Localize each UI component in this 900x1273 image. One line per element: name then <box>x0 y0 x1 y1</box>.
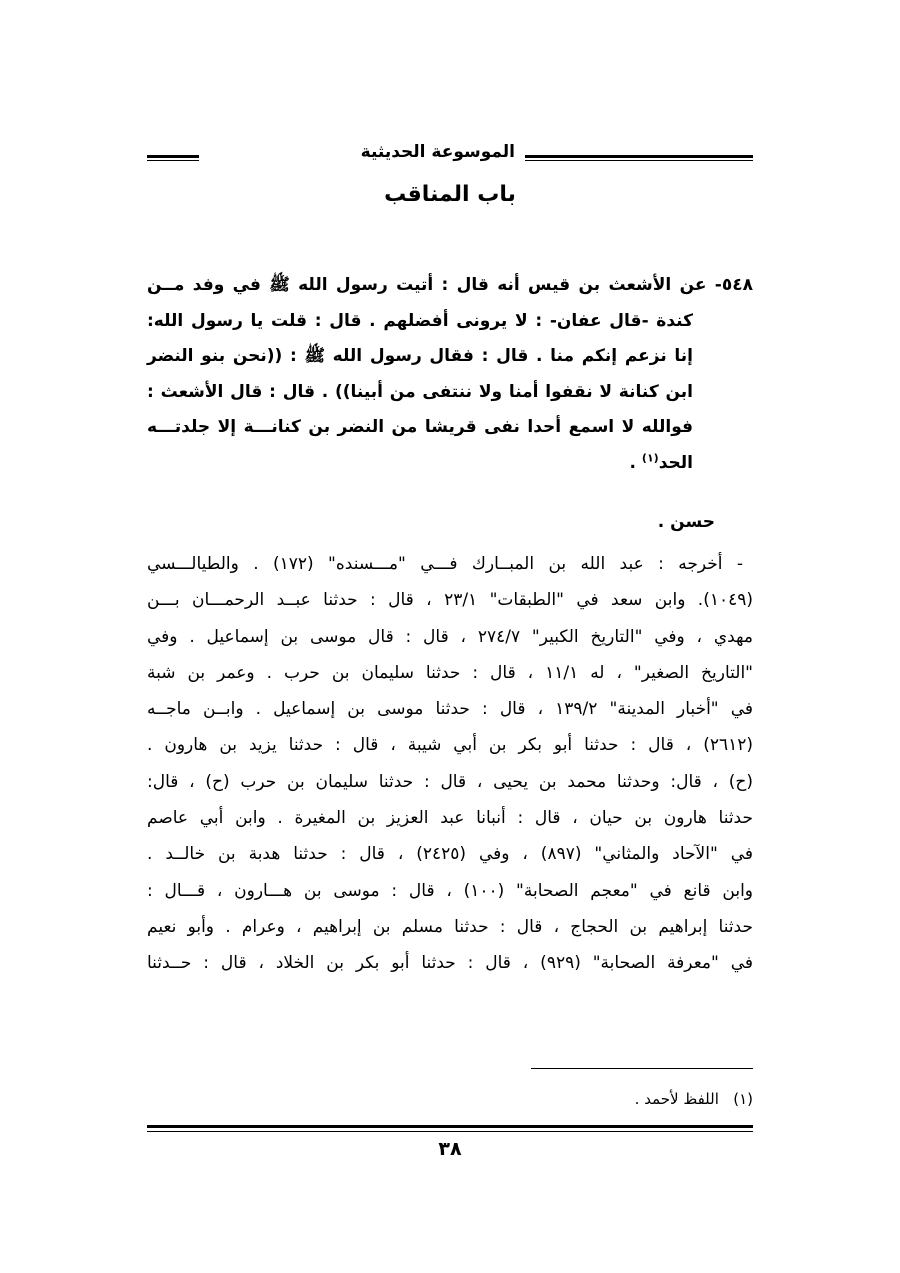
takhrij-line: (ح) ، قال: وحدثنا محمد بن يحيى ، قال : حدثنا سليمان بن حرب (ح) ، قال: <box>147 771 753 792</box>
takhrij-line: في "معرفة الصحابة" (٩٢٩) ، قال : حدثنا أبو بكر بن الخلاد ، قال : حــدثنا <box>147 953 753 974</box>
takhrij-line: مهدي ، وفي "التاريخ الكبير" ٢٧٤/٧ ، قال : قال موسى بن إسماعيل . وفي <box>147 626 753 647</box>
takhrij-line: حدثنا هارون بن حيان ، قال : أنبانا عبد العزيز بن المغيرة . وابن أبي عاصم <box>147 808 753 829</box>
running-header <box>147 142 753 172</box>
header-rule-short <box>147 155 199 161</box>
hadith-line-last <box>147 446 753 482</box>
footnote-text: اللفظ لأحمد . <box>634 1090 719 1108</box>
chapter-title: باب المناقب <box>384 182 516 207</box>
hadith-line: إنا نزعم إنكم منا . قال : فقال رسول الله ﷺ : ((نحن بنو النضر <box>147 346 693 366</box>
hadith-text <box>147 268 753 481</box>
footnote <box>635 1090 753 1108</box>
takhrij-line: وابن قانع في "معجم الصحابة" (١٠٠) ، قال : موسى بن هـــارون ، قـــال : <box>147 880 753 901</box>
takhrij-text <box>147 546 753 982</box>
hadith-line: كندة -قال عفان- : لا يرونى أفضلهم . قال : قلت يا رسول الله: <box>147 310 693 331</box>
hadith-line: فوالله لا اسمع أحدا نفى قريشا من النضر بن كنانـــة إلا جلدتـــه <box>147 417 693 437</box>
page-number: ٣٨ <box>438 1138 462 1160</box>
hadith-line: ابن كنانة لا نقفوا أمنا ولا ننتفى من أبينا)) . قال : قال الأشعث : <box>147 381 693 402</box>
hadith-last-punct: . <box>629 452 642 473</box>
takhrij-line: حدثنا إبراهيم بن الحجاج ، قال : حدثنا مسلم بن إبراهيم ، وعرام . وأبو نعيم <box>147 916 753 937</box>
footer-rule <box>147 1125 753 1132</box>
takhrij-line: - أخرجه : عبد الله بن المبــارك فـــي "مـــسنده" (١٧٢) . والطيالـــسي <box>147 554 743 574</box>
footnote-separator <box>531 1068 753 1069</box>
takhrij-line: (٢٦١٢) ، قال : حدثنا أبو بكر بن أبي شيبة ، قال : حدثنا يزيد بن هارون . <box>147 735 753 756</box>
hadith-line: ٥٤٨- عن الأشعث بن قيس أنه قال : أتيت رسول الله ﷺ في وفد مــن <box>147 275 753 295</box>
footnote-marker: (١) <box>733 1090 753 1108</box>
takhrij-line: في "أخبار المدينة" ١٣٩/٢ ، قال : حدثنا موسى بن إسماعيل . وابــن ماجــه <box>147 699 753 720</box>
footnote-reference[interactable]: (١) <box>641 450 659 464</box>
takhrij-line: (١٠٤٩). وابن سعد في "الطبقات" ٢٣/١ ، قال : حدثنا عبــد الرحمـــان بـــن <box>147 590 753 611</box>
takhrij-line: "التاريخ الصغير" ، له ١١/١ ، قال : حدثنا سليمان بن حرب . وعمر بن شبة <box>147 662 753 683</box>
takhrij-line: في "الآحاد والمثاني" (٨٩٧) ، وفي (٢٤٢٥) ، قال : حدثنا هدبة بن خالــد . <box>147 844 753 865</box>
running-title: الموسوعة الحديثية <box>351 142 525 162</box>
hadith-grade: حسن . <box>657 512 715 532</box>
hadith-last-word: الحد <box>658 452 693 473</box>
